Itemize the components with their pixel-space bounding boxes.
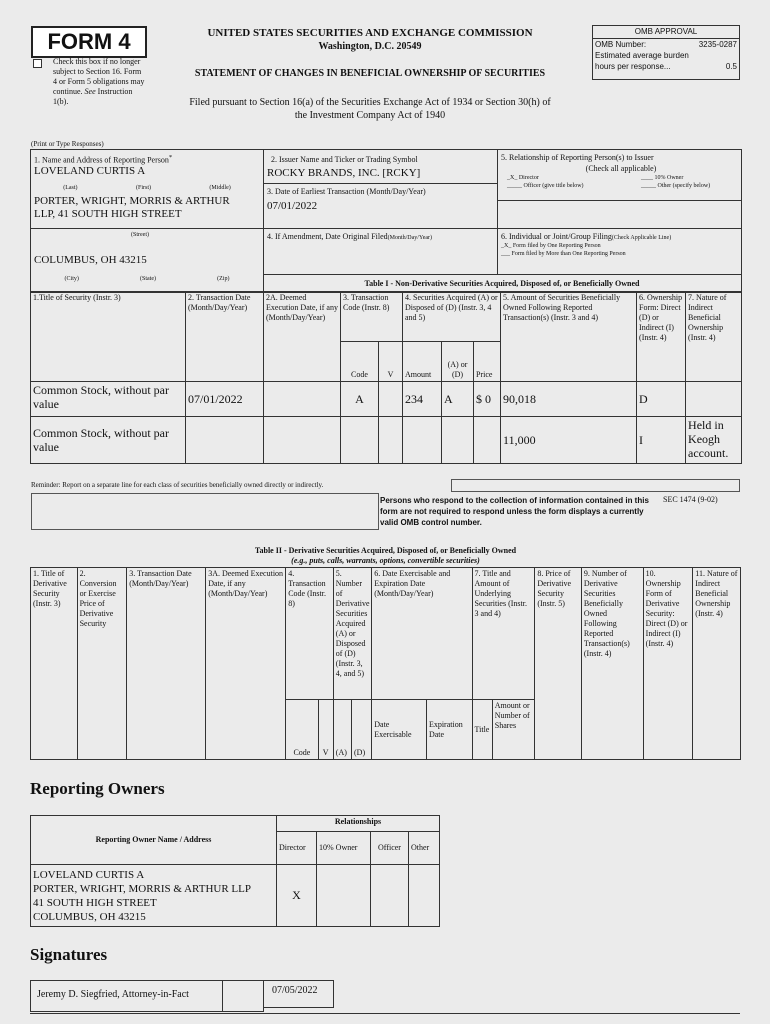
reporting-person-name: LOVELAND CURTIS A <box>34 165 146 177</box>
t1-row2-nature: Held in Keogh account. <box>686 417 742 464</box>
t2-header-number-owned: 9. Number of Derivative Securities Beneficially Owned Following Reported Transaction(s) (Instr. 4) <box>581 568 643 760</box>
omb-burden-label: Estimated average burden <box>595 51 689 60</box>
director-mark: _X_ <box>507 175 518 181</box>
box3-label: 3. Date of Earliest Transaction (Month/Day/Year) <box>267 187 426 196</box>
t1-header-nature: 7. Nature of Indirect Beneficial Ownership (Instr. 4) <box>686 292 742 382</box>
ro-director-mark: X <box>277 865 317 927</box>
box5-label: 5. Relationship of Reporting Person(s) to Issuer <box>501 153 654 162</box>
table2-title-main: Table II - Derivative Securities Acquired, Disposed of, or Beneficially Owned <box>254 546 517 555</box>
signature-date-box <box>263 980 334 1008</box>
table-row <box>31 417 742 464</box>
t2-header-date: 3. Transaction Date (Month/Day/Year) <box>127 568 206 760</box>
ro-header-director: Director <box>277 832 317 865</box>
box1-state-caption: (State) <box>140 276 156 282</box>
t1-sub-v: V <box>379 342 403 382</box>
omb-number-label: OMB Number: <box>595 40 647 49</box>
t1-row2-aord <box>442 417 474 464</box>
filed-pursuant-line2: the Investment Company Act of 1940 <box>294 110 446 121</box>
box1-city-caption: (City) <box>64 276 79 282</box>
agency-location: Washington, D.C. 20549 <box>318 41 422 52</box>
omb-number-value: 3235-0287 <box>698 40 737 49</box>
table-non-derivative <box>30 291 742 464</box>
officer-caption: Officer (give title below) <box>523 183 584 189</box>
t1-row1-form: D <box>637 382 686 417</box>
t1-row1-code: A <box>341 382 379 417</box>
t2-header-nature: 11. Nature of Indirect Beneficial Ownership (Instr. 4) <box>693 568 741 760</box>
box4-label: 4. If Amendment, Date Original Filed <box>267 232 388 241</box>
t2-header-ownership-form: 10. Ownership Form of Derivative Security: Direct (D) or Indirect (I) (Instr. 4) <box>643 568 693 760</box>
t2-header-price: 8. Price of Derivative Security (Instr. 5) <box>535 568 582 760</box>
t1-header-ownership-form: 6. Ownership Form: Direct (D) or Indirect (I) (Instr. 4) <box>637 292 686 382</box>
t2-header-number: 5. Number of Derivative Securities Acquired (A) or Disposed of (D) (Instr. 3, 4, and 5) <box>333 568 371 700</box>
t1-header-amount-owned: 5. Amount of Securities Beneficially Owned Following Reported Transaction(s) (Instr. 3 and 4) <box>501 292 637 382</box>
agency-name: UNITED STATES SECURITIES AND EXCHANGE COMMISSION <box>207 27 533 39</box>
t1-header-acquired: 4. Securities Acquired (A) or Disposed of (D) (Instr. 3, 4 and 5) <box>403 292 501 342</box>
t1-sub-aord: (A) or (D) <box>442 342 474 382</box>
table1-title: Table I - Non-Derivative Securities Acquired, Disposed of, or Beneficially Owned <box>364 279 640 288</box>
box1-label: 1. Name and Address of Reporting Person <box>34 155 169 165</box>
reminder-note: Reminder: Report on a separate line for each class of securities beneficially owned directly or indirectly. <box>31 481 324 489</box>
ro-ten-mark <box>317 865 371 927</box>
ten-pct-mark: ____ <box>641 175 653 181</box>
reporting-person-city: COLUMBUS, OH 43215 <box>34 254 147 266</box>
t1-sub-code: Code <box>341 342 379 382</box>
t1-row2-deemed <box>264 417 341 464</box>
t1-row1-date: 07/01/2022 <box>186 382 264 417</box>
box1-marker: * <box>168 154 173 161</box>
box6-option-one: _X_ Form filed by One Reporting Person <box>501 243 601 249</box>
t1-header-code: 3. Transaction Code (Instr. 8) <box>341 292 403 342</box>
box4-sub: (Month/Day/Year) <box>387 235 433 241</box>
ten-pct-caption: 10% Owner <box>654 175 684 181</box>
persons-notice: Persons who respond to the collection of information contained in this form are not required to respond unless the form displays a currently valid OMB control number. <box>380 496 649 527</box>
t1-row2-amount <box>403 417 442 464</box>
table2-title <box>30 546 741 566</box>
signatures-heading: Signatures <box>30 945 108 964</box>
t1-header-deemed: 2A. Deemed Execution Date, if any (Month/Day/Year) <box>264 292 341 382</box>
table-row <box>31 382 742 417</box>
t1-row2-date <box>186 417 264 464</box>
statement-title: STATEMENT OF CHANGES IN BENEFICIAL OWNERSHIP OF SECURITIES <box>194 68 546 79</box>
reporting-person-street-1: PORTER, WRIGHT, MORRIS & ARTHUR <box>34 195 230 207</box>
box6-sub: (Check Applicable Line) <box>611 235 672 241</box>
ro-header-other: Other <box>409 832 440 865</box>
form-title-box <box>31 26 147 58</box>
ro-owner-line3: 41 SOUTH HIGH STREET <box>33 896 157 909</box>
t1-row2-form: I <box>637 417 686 464</box>
signature-name-box <box>30 980 223 1012</box>
ro-header-relationships: Relationships <box>277 816 440 832</box>
reporting-owners-table <box>30 815 440 927</box>
omb-title: OMB APPROVAL <box>593 26 739 39</box>
t2-sub-a: (A) <box>333 700 351 760</box>
omb-box <box>592 25 740 80</box>
ro-owner-line1: LOVELAND CURTIS A <box>33 868 145 881</box>
omb-hours-label: hours per response... <box>595 62 671 71</box>
t1-sub-price: Price <box>474 342 501 382</box>
filed-pursuant-line1: Filed pursuant to Section 16(a) of the Securities Exchange Act of 1934 or Section 30(h) of <box>189 97 551 108</box>
box2-label: 2. Issuer Name and Ticker or Trading Symbol <box>271 155 418 164</box>
box1-street-caption: (Street) <box>131 232 149 238</box>
reminder-input-box[interactable] <box>451 479 740 492</box>
other-caption: Other (specify below) <box>657 183 711 189</box>
notice-left-box <box>31 493 379 530</box>
checkbox-note-text: Check this box if no longer subject to Section 16. Form 4 or Form 5 obligations may continue. <box>53 57 145 96</box>
reporting-owners-heading: Reporting Owners <box>30 779 165 798</box>
checkbox-note <box>53 57 147 107</box>
t1-header-date: 2. Transaction Date (Month/Day/Year) <box>186 292 264 382</box>
agency-header <box>160 27 580 53</box>
ro-header-ten: 10% Owner <box>317 832 371 865</box>
other-mark: _____ <box>641 183 656 189</box>
box6-label: 6. Individual or Joint/Group Filing <box>501 232 612 241</box>
t1-row1-deemed <box>264 382 341 417</box>
t1-sub-amount: Amount <box>403 342 442 382</box>
signature-date: 07/05/2022 <box>272 985 318 996</box>
signature-name: Jeremy D. Siegfried, Attorney-in-Fact <box>37 989 189 1000</box>
t2-sub-amount: Amount or Number of Shares <box>492 700 535 760</box>
table-row <box>31 865 440 927</box>
t1-row1-owned: 90,018 <box>501 382 637 417</box>
checkbox-note-see: See <box>84 87 96 96</box>
filed-pursuant <box>140 96 600 122</box>
t2-sub-d: (D) <box>352 700 372 760</box>
t1-row2-title: Common Stock, without par value <box>31 417 186 464</box>
reporting-person-block <box>30 149 742 293</box>
box6-option-many: ___ Form filed by More than One Reporting Person <box>501 251 626 257</box>
sec-code: SEC 1474 (9-02) <box>663 495 718 504</box>
form-title: FORM 4 <box>47 29 131 54</box>
ro-other-mark <box>409 865 440 927</box>
checkbox-note-instruction: Instruction 1(b). <box>53 87 133 106</box>
t1-row2-price <box>474 417 501 464</box>
earliest-transaction-date: 07/01/2022 <box>267 200 318 212</box>
t1-row2-v <box>379 417 403 464</box>
omb-hours-value: 0.5 <box>725 62 737 71</box>
t2-header-conversion: 2. Conversion or Exercise Price of Derivative Security <box>77 568 127 760</box>
ro-header-officer: Officer <box>371 832 409 865</box>
box1-last-caption: (Last) <box>63 185 78 191</box>
print-type-note: (Print or Type Responses) <box>31 140 104 148</box>
director-caption: Director <box>518 175 539 181</box>
t1-row1-title: Common Stock, without par value <box>31 382 186 417</box>
t2-sub-date-exercisable: Date Exercisable <box>372 700 427 760</box>
t2-header-exercisable: 6. Date Exercisable and Expiration Date (Month/Day/Year) <box>372 568 472 700</box>
ro-header-name: Reporting Owner Name / Address <box>31 816 277 865</box>
table-derivative <box>30 567 741 760</box>
t2-sub-v: V <box>318 700 333 760</box>
signature-bottom-line <box>30 1013 740 1014</box>
table2-title-sub: (e.g., puts, calls, warrants, options, convertible securities) <box>291 556 480 565</box>
t1-row2-owned: 11,000 <box>501 417 637 464</box>
box1-middle-caption: (Middle) <box>209 185 231 191</box>
t2-sub-title: Title <box>472 700 492 760</box>
signature-gap-box <box>222 980 264 1012</box>
t2-header-code: 4. Transaction Code (Instr. 8) <box>286 568 334 700</box>
box1-zip-caption: (Zip) <box>217 276 230 282</box>
t2-header-deemed: 3A. Deemed Execution Date, if any (Month/Day/Year) <box>206 568 286 760</box>
t1-header-title: 1.Title of Security (Instr. 3) <box>31 292 186 382</box>
ro-owner-line4: COLUMBUS, OH 43215 <box>33 910 146 923</box>
t1-row1-nature <box>686 382 742 417</box>
box5-check-all: (Check all applicable) <box>585 164 657 173</box>
t1-row1-price: $ 0 <box>474 382 501 417</box>
t1-row1-v <box>379 382 403 417</box>
no-longer-subject-checkbox[interactable] <box>33 59 42 68</box>
t2-sub-code: Code <box>286 700 318 760</box>
t1-row1-amount: 234 <box>403 382 442 417</box>
t1-row2-code <box>341 417 379 464</box>
t2-sub-expiration: Expiration Date <box>426 700 472 760</box>
t1-row1-aord: A <box>442 382 474 417</box>
issuer-name: ROCKY BRANDS, INC. [RCKY] <box>267 167 421 179</box>
ro-owner-line2: PORTER, WRIGHT, MORRIS & ARTHUR LLP <box>33 882 251 895</box>
t2-header-underlying: 7. Title and Amount of Underlying Securities (Instr. 3 and 4) <box>472 568 535 700</box>
ro-officer-mark <box>371 865 409 927</box>
t2-header-title: 1. Title of Derivative Security (Instr. 3) <box>31 568 78 760</box>
reporting-person-street-2: LLP, 41 SOUTH HIGH STREET <box>34 208 182 220</box>
box1-first-caption: (First) <box>135 185 151 191</box>
officer-mark: _____ <box>507 183 522 189</box>
